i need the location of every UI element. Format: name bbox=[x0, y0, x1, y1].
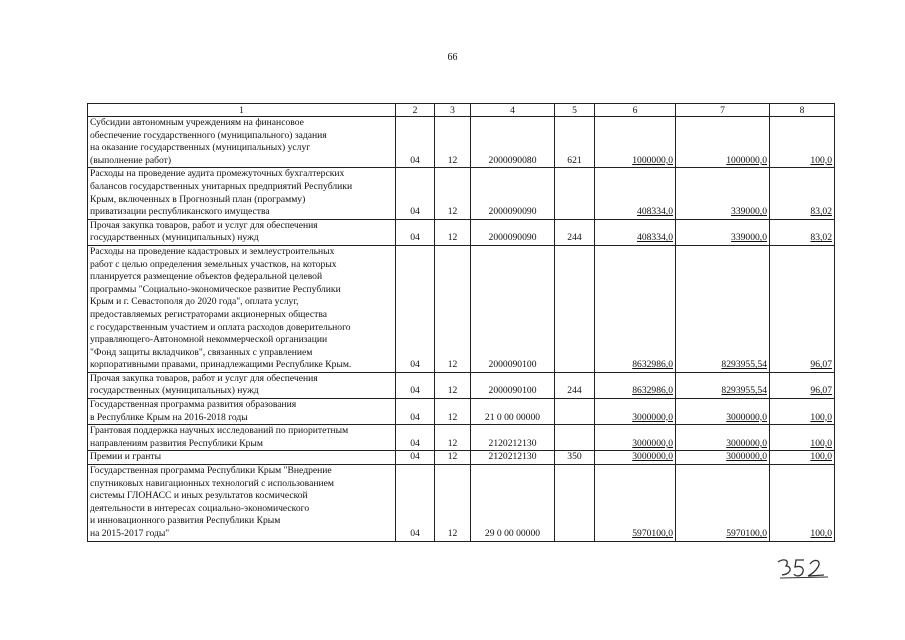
execution-percent bbox=[770, 219, 835, 245]
planned-amount bbox=[595, 399, 676, 425]
target-article-code: 2120212130 bbox=[471, 451, 555, 465]
executed-amount bbox=[676, 465, 770, 542]
table-row bbox=[88, 465, 835, 542]
subsection-code: 12 bbox=[435, 425, 471, 451]
section-code: 04 bbox=[396, 245, 435, 372]
execution-percent bbox=[770, 372, 835, 398]
subsection-code: 12 bbox=[435, 372, 471, 398]
subsection-code: 12 bbox=[435, 117, 471, 168]
executed-amount-value: 8293955,54 bbox=[721, 385, 767, 397]
section-code: 04 bbox=[396, 168, 435, 219]
table-row bbox=[88, 245, 835, 372]
execution-percent bbox=[770, 168, 835, 219]
column-header: 6 bbox=[595, 104, 676, 117]
row-description: Прочая закупка товаров, работ и услуг для обеспечения государственных (муниципальных) нужд bbox=[88, 372, 396, 398]
execution-percent bbox=[770, 117, 835, 168]
executed-amount-value: 3000000,0 bbox=[726, 451, 767, 463]
target-article-code: 29 0 00 00000 bbox=[471, 465, 555, 542]
execution-percent-value: 100,0 bbox=[810, 154, 832, 166]
target-article-code: 2000090080 bbox=[471, 117, 555, 168]
target-article-code: 2000090100 bbox=[471, 245, 555, 372]
executed-amount-value: 5970100,0 bbox=[726, 528, 767, 539]
executed-amount bbox=[676, 451, 770, 465]
execution-percent bbox=[770, 465, 835, 542]
table-row bbox=[88, 117, 835, 168]
budget-table bbox=[87, 103, 835, 542]
table-row bbox=[88, 399, 835, 425]
executed-amount-value: 3000000,0 bbox=[726, 437, 767, 449]
table-row bbox=[88, 168, 835, 219]
expense-type-code bbox=[555, 168, 595, 219]
handwritten-page-number bbox=[774, 556, 834, 580]
planned-amount-value: 3000000,0 bbox=[632, 411, 673, 423]
execution-percent bbox=[770, 451, 835, 465]
column-header: 2 bbox=[396, 104, 435, 117]
planned-amount-value: 8632986,0 bbox=[632, 359, 673, 371]
planned-amount bbox=[595, 168, 676, 219]
executed-amount-value: 1000000,0 bbox=[726, 154, 767, 166]
execution-percent-value: 83,02 bbox=[810, 206, 832, 218]
target-article-code: 2000090090 bbox=[471, 219, 555, 245]
execution-percent bbox=[770, 245, 835, 372]
column-header: 7 bbox=[676, 104, 770, 117]
section-code: 04 bbox=[396, 219, 435, 245]
planned-amount-value: 408334,0 bbox=[637, 206, 673, 218]
row-description: Грантовая поддержка научных исследований по приоритетным направлениям развития Республики Крым bbox=[88, 425, 396, 451]
expense-type-code: 244 bbox=[555, 372, 595, 398]
expense-type-code bbox=[555, 425, 595, 451]
section-code: 04 bbox=[396, 399, 435, 425]
planned-amount bbox=[595, 117, 676, 168]
executed-amount bbox=[676, 168, 770, 219]
execution-percent-value: 96,07 bbox=[810, 359, 832, 371]
subsection-code: 12 bbox=[435, 399, 471, 425]
expense-type-code bbox=[555, 399, 595, 425]
executed-amount-value: 3000000,0 bbox=[726, 411, 767, 423]
target-article-code: 2120212130 bbox=[471, 425, 555, 451]
column-number-row bbox=[88, 104, 835, 117]
table-row bbox=[88, 372, 835, 398]
target-article-code: 2000090090 bbox=[471, 168, 555, 219]
section-code: 04 bbox=[396, 372, 435, 398]
executed-amount-value: 339000,0 bbox=[731, 206, 767, 218]
section-code: 04 bbox=[396, 451, 435, 465]
row-description: Государственная программа развития образования в Республике Крым на 2016-2018 годы bbox=[88, 399, 396, 425]
row-description: Государственная программа Республики Крым "Внедрение спутниковых навигационных технологий с использованием системы ГЛОНАСС и иных результатов космической деятельности в интересах социально-экономического и инновационного развития Республики Крым на 2015-2017 годы" bbox=[88, 465, 396, 542]
page-number: 66 bbox=[447, 52, 458, 63]
execution-percent bbox=[770, 399, 835, 425]
expense-type-code bbox=[555, 245, 595, 372]
planned-amount bbox=[595, 465, 676, 542]
row-description: Субсидии автономным учреждениям на финансовое обеспечение государственного (муниципального) задания на оказание государственных (муниципальных) услуг (выполнение работ) bbox=[88, 117, 396, 168]
expense-type-code: 621 bbox=[555, 117, 595, 168]
subsection-code: 12 bbox=[435, 451, 471, 465]
table-row bbox=[88, 219, 835, 245]
executed-amount bbox=[676, 372, 770, 398]
executed-amount bbox=[676, 117, 770, 168]
planned-amount-value: 1000000,0 bbox=[632, 154, 673, 166]
planned-amount-value: 5970100,0 bbox=[632, 528, 673, 539]
subsection-code: 12 bbox=[435, 465, 471, 542]
executed-amount bbox=[676, 399, 770, 425]
expense-type-code: 350 bbox=[555, 451, 595, 465]
subsection-code: 12 bbox=[435, 219, 471, 245]
column-header: 1 bbox=[88, 104, 396, 117]
subsection-code: 12 bbox=[435, 168, 471, 219]
executed-amount bbox=[676, 425, 770, 451]
row-description: Расходы на проведение аудита промежуточных бухгалтерских балансов государственных унитарных предприятий Республики Крым, включенных в Прогнозный план (программу) приватизации республиканского имущества bbox=[88, 168, 396, 219]
execution-percent-value: 100,0 bbox=[810, 451, 832, 463]
expense-type-code: 244 bbox=[555, 219, 595, 245]
planned-amount bbox=[595, 219, 676, 245]
planned-amount-value: 3000000,0 bbox=[632, 437, 673, 449]
row-description: Прочая закупка товаров, работ и услуг для обеспечения государственных (муниципальных) нужд bbox=[88, 219, 396, 245]
planned-amount bbox=[595, 245, 676, 372]
execution-percent bbox=[770, 425, 835, 451]
column-header: 5 bbox=[555, 104, 595, 117]
executed-amount-value: 339000,0 bbox=[731, 232, 767, 244]
planned-amount-value: 408334,0 bbox=[637, 232, 673, 244]
expense-type-code bbox=[555, 465, 595, 542]
section-code: 04 bbox=[396, 425, 435, 451]
executed-amount-value: 8293955,54 bbox=[721, 359, 767, 371]
section-code: 04 bbox=[396, 465, 435, 542]
planned-amount-value: 3000000,0 bbox=[632, 451, 673, 463]
row-description: Расходы на проведение кадастровых и землеустроительных работ с целью определения земельных участков, на которых планируется размещение объектов федеральной целевой программы "Социально-экономическое развитие Республики Крым и г. Севастополя до 2020 года", оплата услуг, предоставляемых регистраторами акционерных общества с государственным участием и оплата расходов доверительного управляющего-Автономной некоммерческой организации "Фонд защиты вкладчиков", связанных с управлением корпоративными правами, принадлежащими Республике Крым. bbox=[88, 245, 396, 372]
planned-amount-value: 8632986,0 bbox=[632, 385, 673, 397]
subsection-code: 12 bbox=[435, 245, 471, 372]
planned-amount bbox=[595, 372, 676, 398]
section-code: 04 bbox=[396, 117, 435, 168]
execution-percent-value: 100,0 bbox=[810, 411, 832, 423]
executed-amount bbox=[676, 219, 770, 245]
table-row bbox=[88, 425, 835, 451]
column-header: 4 bbox=[471, 104, 555, 117]
column-header: 3 bbox=[435, 104, 471, 117]
execution-percent-value: 100,0 bbox=[810, 437, 832, 449]
execution-percent-value: 100,0 bbox=[810, 528, 832, 539]
target-article-code: 21 0 00 00000 bbox=[471, 399, 555, 425]
column-header: 8 bbox=[770, 104, 835, 117]
planned-amount bbox=[595, 451, 676, 465]
row-description: Премии и гранты bbox=[88, 451, 396, 465]
execution-percent-value: 96,07 bbox=[810, 385, 832, 397]
table-row bbox=[88, 451, 835, 465]
execution-percent-value: 83,02 bbox=[810, 232, 832, 244]
executed-amount bbox=[676, 245, 770, 372]
planned-amount bbox=[595, 425, 676, 451]
target-article-code: 2000090100 bbox=[471, 372, 555, 398]
